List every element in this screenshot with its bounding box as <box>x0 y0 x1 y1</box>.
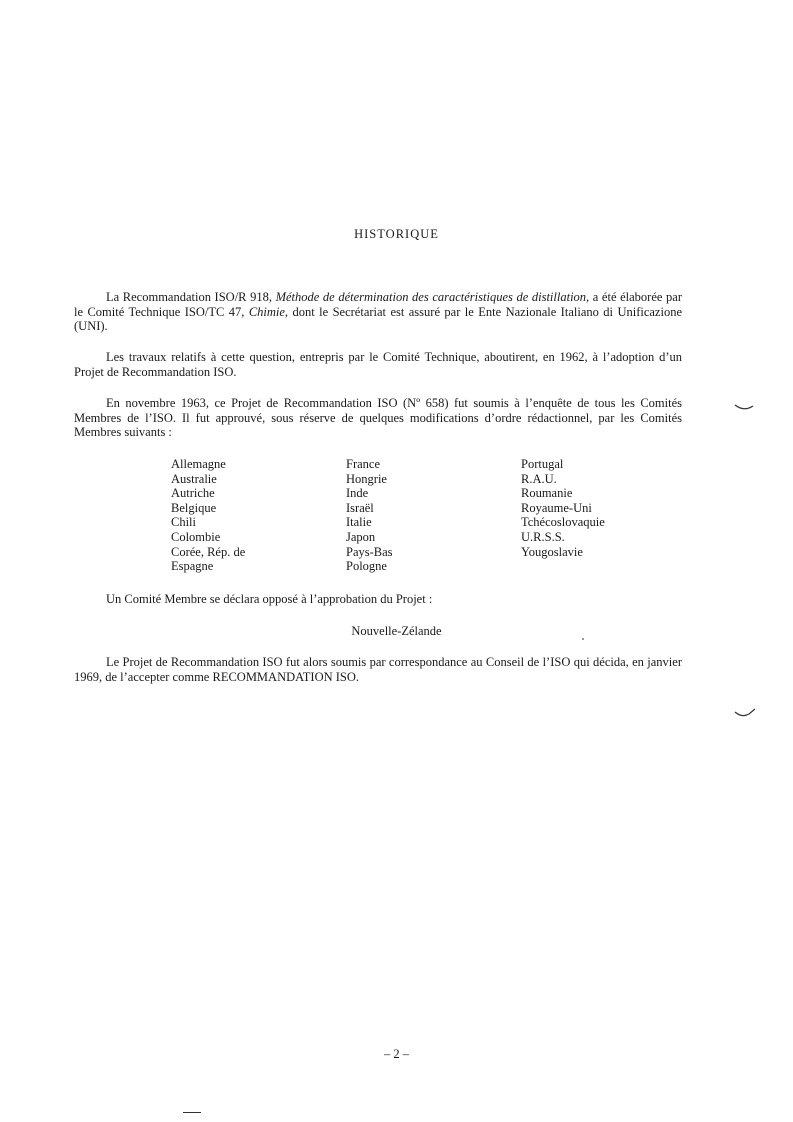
scan-artifact-mark <box>734 402 754 414</box>
origin-suffix: dont le Secrétariat est assuré par le Ente Nazionale Italiano di Unificazione (UNI). <box>74 304 682 334</box>
member-country: Pologne <box>346 559 387 574</box>
member-country: Royaume-Uni <box>521 500 592 515</box>
adoption-text: Les travaux relatifs à cette question, entrepris par le Comité Technique, aboutirent, en 1962, à l’adoption d’un Projet de Recommandation ISO. <box>74 350 682 379</box>
committee-name: Chimie, <box>248 304 289 319</box>
history-paragraph-enquiry <box>74 396 682 440</box>
approving-members-column-3 <box>521 457 605 559</box>
member-country: Corée, Rép. de <box>171 544 246 559</box>
member-country: Pays-Bas <box>346 544 393 559</box>
member-country: Inde <box>346 486 369 501</box>
member-country: Chili <box>171 515 197 530</box>
scan-artifact-mark <box>734 705 756 719</box>
scan-artifact-line <box>183 1112 201 1113</box>
member-country: U.R.S.S. <box>521 529 565 544</box>
opposing-member: Nouvelle-Zélande <box>351 624 442 638</box>
approving-members-column-2 <box>346 457 393 574</box>
member-country: Japon <box>346 529 376 544</box>
member-country: Allemagne <box>171 457 226 471</box>
member-country: Tchécoslovaquie <box>521 515 605 530</box>
origin-middle: a été élaborée par le Comité Technique ISO/TC 47, <box>74 290 682 319</box>
document-title: Méthode de détermination des caractéristiques de distillation, <box>275 290 590 304</box>
acceptance-text: Le Projet de Recommandation ISO fut alors soumis par correspondance au Conseil de l’ISO qui décida, en janvier 1969, de l’accepter comme RECOMMANDATION ISO. <box>74 655 682 684</box>
scan-artifact-dot <box>582 638 584 640</box>
page-title: HISTORIQUE <box>354 227 439 241</box>
member-country: Italie <box>346 515 372 530</box>
member-country: Roumanie <box>521 486 573 501</box>
page-number: – 2 – <box>384 1047 409 1061</box>
member-country: Colombie <box>171 529 221 544</box>
history-paragraph-adoption <box>74 350 682 379</box>
member-country: Belgique <box>171 500 217 515</box>
history-paragraph-acceptance <box>74 655 682 684</box>
origin-prefix: La Recommandation ISO/R 918, <box>106 290 276 304</box>
member-country: Israël <box>346 500 374 515</box>
approving-members-column-1 <box>171 457 245 574</box>
member-country: Portugal <box>521 457 564 471</box>
member-country: Espagne <box>171 559 214 574</box>
member-country: France <box>346 457 381 471</box>
history-paragraph-origin <box>74 290 682 334</box>
member-country: Autriche <box>171 486 215 501</box>
history-paragraph-opposition: Un Comité Membre se déclara opposé à l’approbation du Projet : <box>106 592 433 606</box>
member-country: Hongrie <box>346 471 387 486</box>
member-country: Australie <box>171 471 217 486</box>
member-country: R.A.U. <box>521 471 557 486</box>
enquiry-text: En novembre 1963, ce Projet de Recommandation ISO (Nº 658) fut soumis à l’enquête de tous les Comités Membres de l’ISO. Il fut approuvé, sous réserve de quelques modifications d’ordre rédactionnel, par les Comités Membres suivants : <box>74 396 682 440</box>
member-country: Yougoslavie <box>521 544 583 559</box>
